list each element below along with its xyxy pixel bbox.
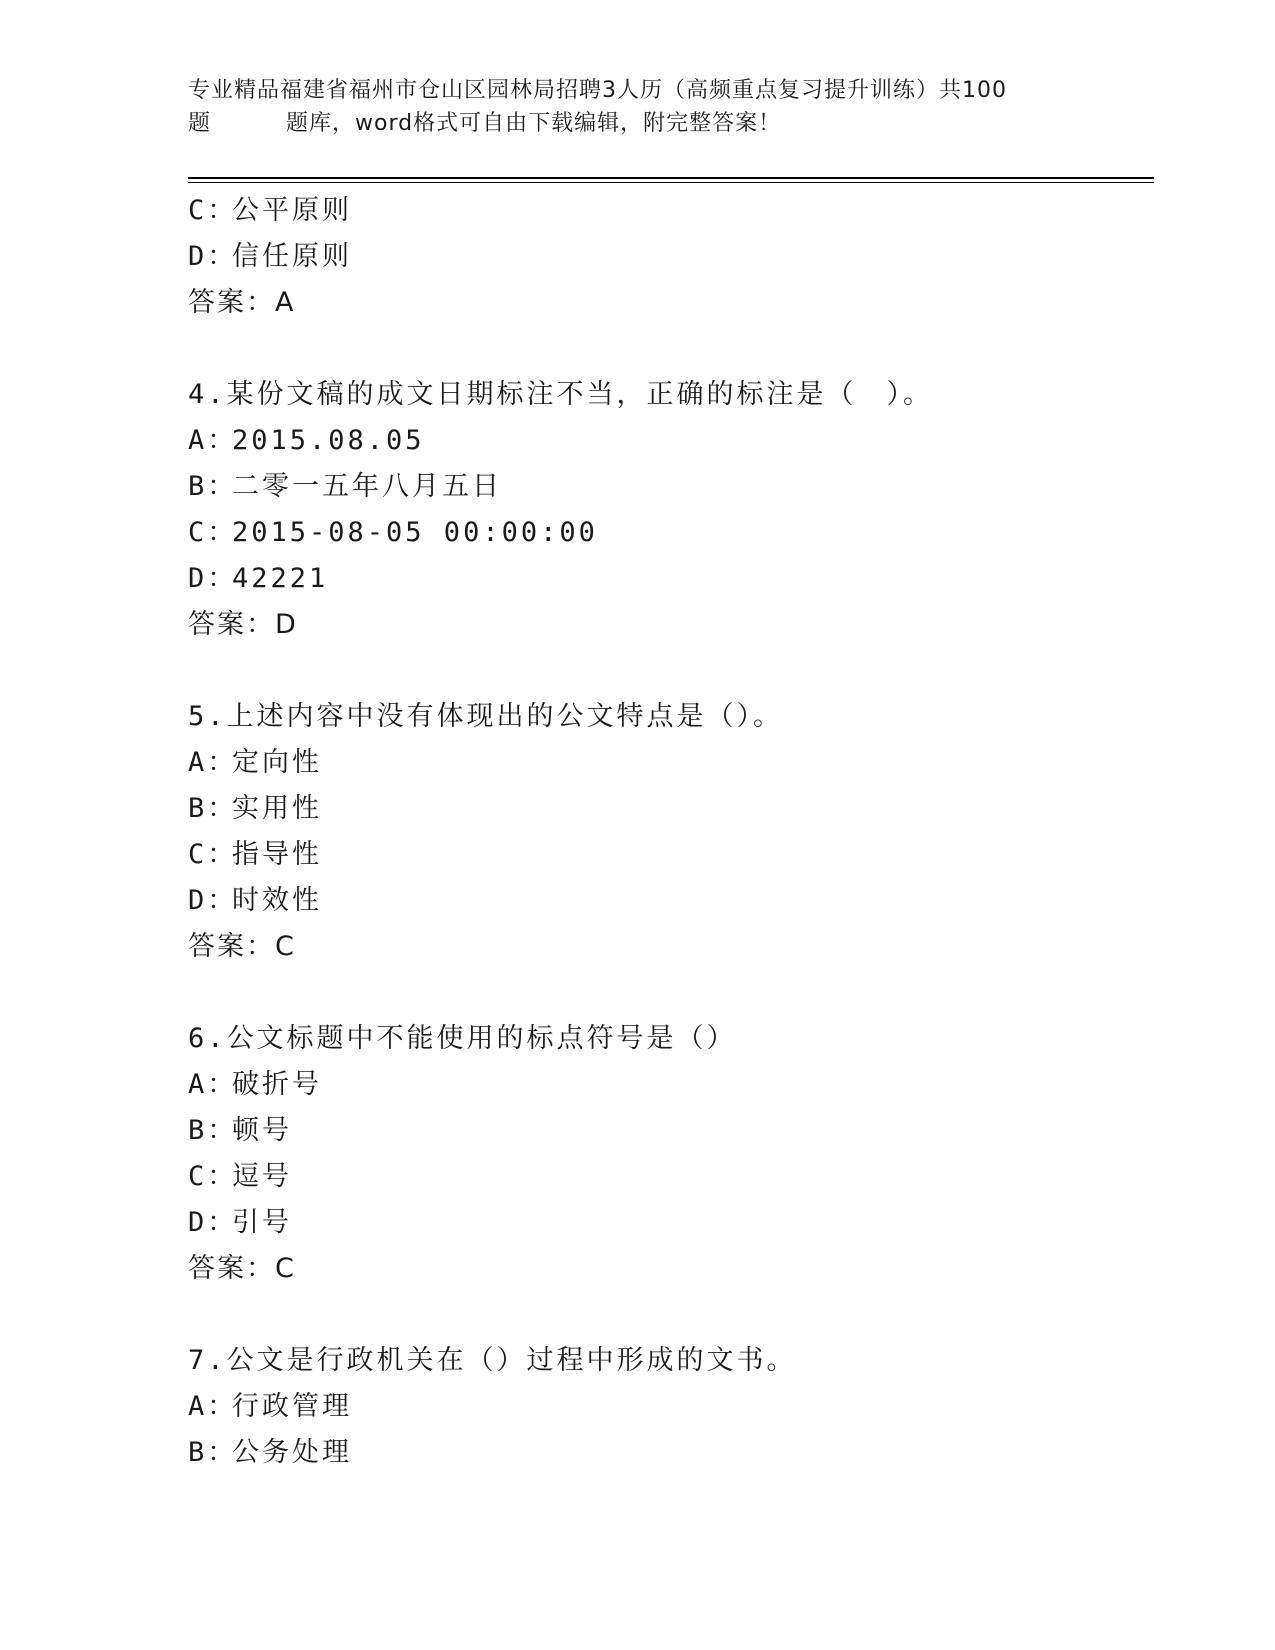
q5-question: 5.上述内容中没有体现出的公文特点是（）。 bbox=[188, 701, 784, 732]
q7-option-b bbox=[188, 1430, 1154, 1476]
option-text: 公平原则 bbox=[232, 195, 352, 226]
q3-answer: 答案：A bbox=[188, 287, 296, 318]
header-title-line-2 bbox=[188, 107, 1088, 140]
header-gap bbox=[211, 107, 286, 140]
option-label: C： bbox=[188, 1161, 238, 1192]
q6-answer: 答案：C bbox=[188, 1253, 296, 1284]
header-divider-thick bbox=[188, 177, 1154, 179]
question-spacer bbox=[188, 970, 1154, 1016]
q6-option-d bbox=[188, 1200, 1154, 1246]
q5-answer: 答案：C bbox=[188, 931, 296, 962]
option-text: 顿号 bbox=[232, 1115, 292, 1146]
q6-option-a bbox=[188, 1062, 1154, 1108]
header-divider-thin bbox=[188, 182, 1154, 183]
option-label: A： bbox=[188, 747, 238, 778]
q6-option-b bbox=[188, 1108, 1154, 1154]
q3-option-c bbox=[188, 188, 1154, 234]
option-label: A： bbox=[188, 425, 238, 456]
q5-option-a bbox=[188, 740, 1154, 786]
option-text: 引号 bbox=[232, 1207, 292, 1238]
question-spacer bbox=[188, 1292, 1154, 1338]
q7-option-a bbox=[188, 1384, 1154, 1430]
q5-option-b bbox=[188, 786, 1154, 832]
option-text: 破折号 bbox=[232, 1069, 322, 1100]
option-label: C： bbox=[188, 517, 238, 548]
option-label: D： bbox=[188, 241, 238, 272]
option-text: 2015-08-05 00:00:00 bbox=[232, 517, 598, 548]
option-label: C： bbox=[188, 195, 238, 226]
option-label: B： bbox=[188, 793, 238, 824]
q5-option-c bbox=[188, 832, 1154, 878]
q4-answer: 答案：D bbox=[188, 609, 298, 640]
option-label: D： bbox=[188, 1207, 238, 1238]
header-title-line-1: 专业精品福建省福州市仓山区园林局招聘3人历（高频重点复习提升训练）共100 bbox=[188, 78, 1007, 103]
option-label: B： bbox=[188, 1437, 238, 1468]
q3-option-d bbox=[188, 234, 1154, 280]
q6-option-c bbox=[188, 1154, 1154, 1200]
option-label: A： bbox=[188, 1069, 238, 1100]
header-title-line-2-start: 题 bbox=[188, 111, 212, 136]
document-header bbox=[188, 74, 1088, 140]
option-label: B： bbox=[188, 1115, 238, 1146]
option-text: 逗号 bbox=[232, 1161, 292, 1192]
option-text: 实用性 bbox=[232, 793, 322, 824]
option-label: D： bbox=[188, 885, 238, 916]
question-spacer bbox=[188, 648, 1154, 694]
q5-option-d bbox=[188, 878, 1154, 924]
question-list bbox=[188, 188, 1154, 1476]
option-text: 公务处理 bbox=[232, 1437, 352, 1468]
q7-question: 7.公文是行政机关在（）过程中形成的文书。 bbox=[188, 1345, 797, 1376]
header-title-line-2-end: 题库，word格式可自由下载编辑，附完整答案！ bbox=[286, 111, 782, 136]
option-label: A： bbox=[188, 1391, 238, 1422]
option-text: 42221 bbox=[232, 563, 329, 594]
q4-option-b bbox=[188, 464, 1154, 510]
question-spacer bbox=[188, 326, 1154, 372]
q6-question: 6.公文标题中不能使用的标点符号是（） bbox=[188, 1023, 737, 1054]
option-text: 定向性 bbox=[232, 747, 322, 778]
option-text: 信任原则 bbox=[232, 241, 352, 272]
option-text: 指导性 bbox=[232, 839, 322, 870]
option-label: B： bbox=[188, 471, 238, 502]
option-label: C： bbox=[188, 839, 238, 870]
option-text: 二零一五年八月五日 bbox=[232, 471, 502, 502]
option-label: D： bbox=[188, 563, 238, 594]
option-text: 2015.08.05 bbox=[232, 425, 425, 456]
q4-option-d bbox=[188, 556, 1154, 602]
option-text: 时效性 bbox=[232, 885, 322, 916]
q4-option-a bbox=[188, 418, 1154, 464]
q4-question: 4.某份文稿的成文日期标注不当，正确的标注是（ ）。 bbox=[188, 379, 934, 410]
q4-option-c bbox=[188, 510, 1154, 556]
option-text: 行政管理 bbox=[232, 1391, 352, 1422]
